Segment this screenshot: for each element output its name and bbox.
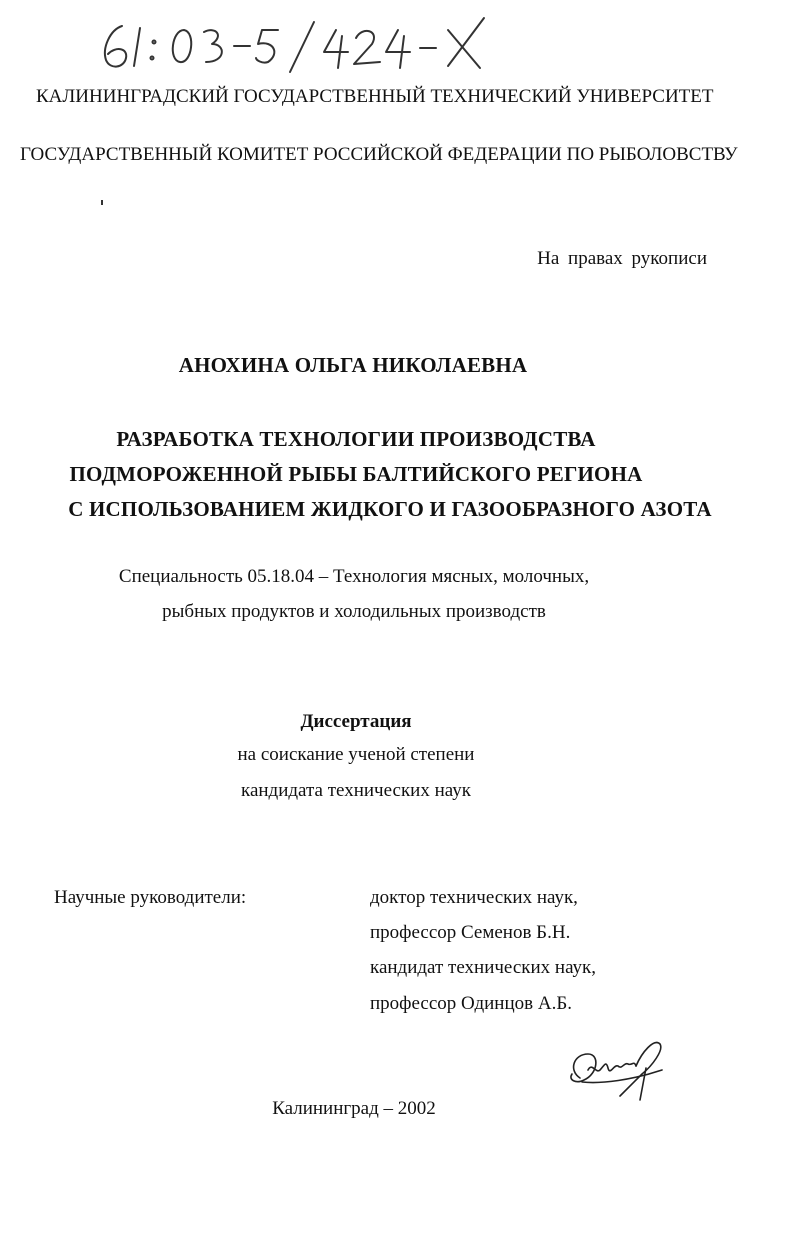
committee-name: ГОСУДАРСТВЕННЫЙ КОМИТЕТ РОССИЙСКОЙ ФЕДЕРАЦИИ ПО РЫБОЛОВСТВУ bbox=[20, 144, 738, 165]
supervisor-line: профессор Одинцов А.Б. bbox=[370, 993, 572, 1014]
supervisors-label: Научные руководители: bbox=[54, 887, 247, 908]
supervisor-line: кандидат технических наук, bbox=[370, 957, 597, 978]
university-name: КАЛИНИНГРАДСКИЙ ГОСУДАРСТВЕННЫЙ ТЕХНИЧЕСКИЙ УНИВЕРСИТЕТ bbox=[36, 86, 714, 107]
handwritten-catalog-code bbox=[92, 8, 512, 78]
specialty-line: Специальность 05.18.04 – Технология мясных, молочных, bbox=[118, 566, 590, 587]
manuscript-note: На правах рукописи bbox=[537, 248, 707, 269]
dissertation-heading: Диссертация bbox=[300, 711, 412, 732]
supervisor-line: профессор Семенов Б.Н. bbox=[370, 922, 571, 943]
dissertation-degree-line: на соискание ученой степени bbox=[237, 744, 475, 765]
handwritten-code-drawing bbox=[92, 8, 512, 78]
dissertation-degree-line: кандидата технических наук bbox=[241, 780, 471, 801]
thesis-title-line: РАЗРАБОТКА ТЕХНОЛОГИИ ПРОИЗВОДСТВА bbox=[116, 427, 596, 451]
thesis-title-line: С ИСПОЛЬЗОВАНИЕМ ЖИДКОГО И ГАЗООБРАЗНОГО АЗОТА bbox=[68, 497, 712, 521]
signature-drawing bbox=[562, 1030, 672, 1105]
supervisor-line: доктор технических наук, bbox=[370, 887, 578, 908]
signature bbox=[562, 1030, 672, 1105]
author-name: АНОХИНА ОЛЬГА НИКОЛАЕВНА bbox=[178, 353, 528, 377]
city-and-year: Калининград – 2002 bbox=[272, 1098, 436, 1119]
thesis-title-line: ПОДМОРОЖЕННОЙ РЫБЫ БАЛТИЙСКОГО РЕГИОНА bbox=[69, 462, 643, 486]
scan-speck bbox=[101, 200, 103, 205]
specialty-line: рыбных продуктов и холодильных производств bbox=[162, 601, 546, 622]
